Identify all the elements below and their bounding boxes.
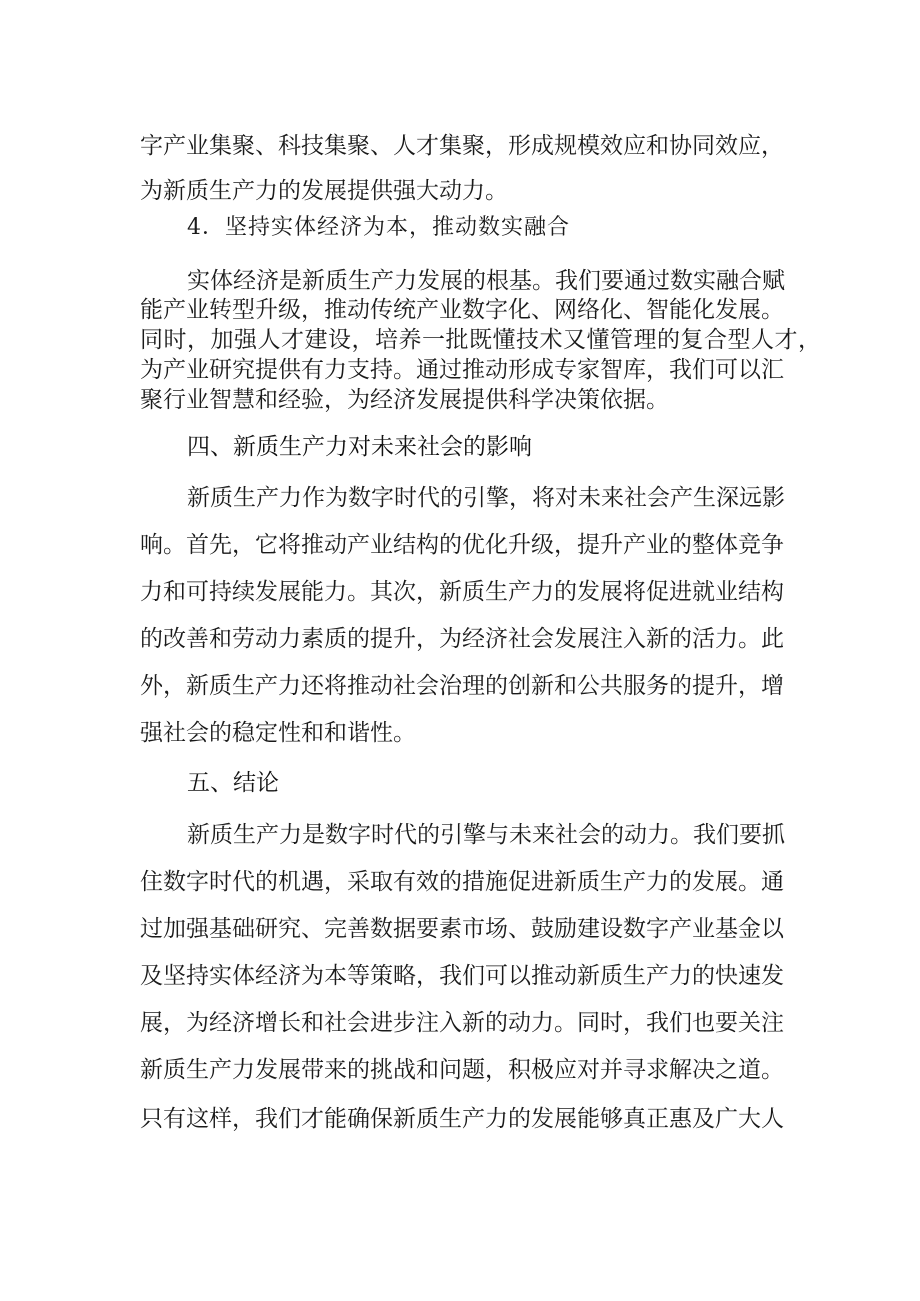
paragraph-line: 聚行业智慧和经验，为经济发展提供科学决策依据。 bbox=[140, 387, 669, 413]
paragraph-line: 新质生产力作为数字时代的引擎，将对未来社会产生深远影 bbox=[187, 485, 785, 511]
paragraph-line: 为新质生产力的发展提供强大动力。 bbox=[140, 178, 508, 204]
subheading-4: 4．坚持实体经济为本，推动数实融合 bbox=[187, 215, 570, 240]
paragraph-line: 响。首先，它将推动产业结构的优化升级，提升产业的整体竞争 bbox=[140, 532, 784, 558]
paragraph-line: 过加强基础研究、完善数据要素市场、鼓励建设数字产业基金以 bbox=[140, 916, 784, 942]
paragraph-line: 住数字时代的机遇，采取有效的措施促进新质生产力的发展。通 bbox=[140, 869, 784, 895]
paragraph-line: 及坚持实体经济为本等策略，我们可以推动新质生产力的快速发 bbox=[140, 963, 784, 989]
paragraph-line: 为产业研究提供有力支持。通过推动形成专家智库，我们可以汇 bbox=[140, 357, 784, 383]
paragraph-line: 字产业集聚、科技集聚、人才集聚，形成规模效应和协同效应， bbox=[140, 133, 784, 159]
paragraph-line: 强社会的稳定性和和谐性。 bbox=[140, 720, 416, 746]
paragraph-line: 只有这样，我们才能确保新质生产力的发展能够真正惠及广大人 bbox=[140, 1106, 784, 1132]
paragraph-line: 展，为经济增长和社会进步注入新的动力。同时，我们也要关注 bbox=[140, 1010, 784, 1036]
section-heading-5: 五、结论 bbox=[187, 770, 279, 796]
paragraph-line: 的改善和劳动力素质的提升，为经济社会发展注入新的活力。此 bbox=[140, 626, 784, 652]
paragraph-line: 外，新质生产力还将推动社会治理的创新和公共服务的提升，增 bbox=[140, 673, 784, 699]
paragraph-line: 能产业转型升级，推动传统产业数字化、网络化、智能化发展。 bbox=[140, 297, 784, 323]
paragraph-line: 新质生产力发展带来的挑战和问题，积极应对并寻求解决之道。 bbox=[140, 1057, 784, 1083]
paragraph-line: 实体经济是新质生产力发展的根基。我们要通过数实融合赋 bbox=[187, 268, 785, 294]
paragraph-line: 新质生产力是数字时代的引擎与未来社会的动力。我们要抓 bbox=[187, 822, 785, 848]
paragraph-line: 力和可持续发展能力。其次，新质生产力的发展将促进就业结构 bbox=[140, 579, 784, 605]
section-heading-4: 四、新质生产力对未来社会的影响 bbox=[187, 434, 532, 460]
paragraph-line: 同时，加强人才建设，培养一批既懂技术又懂管理的复合型人才， bbox=[140, 327, 822, 353]
